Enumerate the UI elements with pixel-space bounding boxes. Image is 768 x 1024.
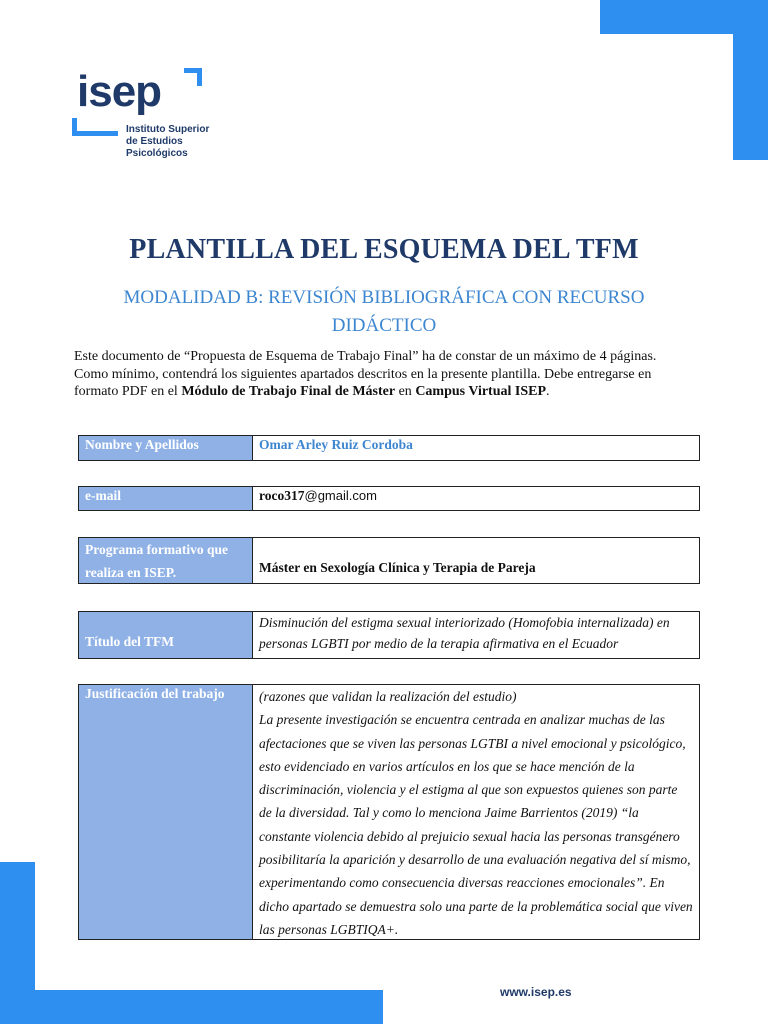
justification-value[interactable] xyxy=(253,685,699,939)
email-value[interactable] xyxy=(253,487,699,510)
intro-paragraph xyxy=(74,348,664,401)
logo-subtitle xyxy=(126,124,236,160)
document-subtitle: MODALIDAD B: REVISIÓN BIBLIOGRÁFICA CON RECURSO DIDÁCTICO xyxy=(123,287,645,336)
intro-text: . xyxy=(546,384,550,399)
logo-subtitle-line: Psicológicos xyxy=(126,148,188,159)
program-value[interactable]: Máster en Sexología Clínica y Terapia de Pareja xyxy=(259,560,536,575)
name-label: Nombre y Apellidos xyxy=(79,436,253,460)
form-row-tfm-title xyxy=(78,611,700,659)
footer-website-link[interactable]: www.isep.es xyxy=(500,985,572,999)
logo-bracket-top-icon xyxy=(184,68,202,86)
justification-hint: (razones que validan la realización del estudio) xyxy=(259,689,517,704)
logo-subtitle-line: Instituto Superior xyxy=(126,124,210,135)
logo-wordmark: isep xyxy=(77,67,162,116)
logo-subtitle-line: de Estudios xyxy=(126,136,183,147)
document-title: PLANTILLA DEL ESQUEMA DEL TFM xyxy=(129,234,639,265)
email-label: e-mail xyxy=(79,487,253,510)
isep-logo xyxy=(72,66,232,166)
intro-module-name: Módulo de Trabajo Final de Máster xyxy=(181,384,396,399)
intro-text: en xyxy=(395,384,416,399)
corner-decoration-bottom-horizontal xyxy=(0,990,383,1024)
intro-text: Este documento de “Propuesta de Esquema de Trabajo Final” ha de constar de un máximo de 4 páginas. Como mínimo, contendrá los siguientes apartados descritos en la presente plantilla. Debe entregarse en formato PDF en el xyxy=(74,349,657,399)
form-row-email xyxy=(78,486,700,511)
intro-campus-name: Campus Virtual ISEP xyxy=(415,384,547,399)
form-row-name xyxy=(78,435,700,461)
justification-label: Justificación del trabajo xyxy=(79,685,253,939)
program-label: Programa formativo que realiza en ISEP. xyxy=(79,538,253,583)
tfm-title-label: Título del TFM xyxy=(79,612,253,658)
email-user: roco317 xyxy=(259,488,305,503)
logo-bracket-bottom-icon xyxy=(72,118,118,136)
corner-decoration-top-vertical xyxy=(733,0,768,160)
form-row-justification xyxy=(78,684,700,940)
justification-text: La presente investigación se encuentra centrada en analizar muchas de las afectaciones que se viven las personas LGTBI a nivel emocional y psicológico, esto evidenciado en varios artículos en los que se hace mención de la discriminación, violencia y el estigma al que son expuestos quienes son parte de la diversidad. Tal y como lo menciona Jaime Barrientos (2019) “la constante violencia debido al prejuicio sexual hacia las personas transgénero posibilitaría la aparición y desarrollo de una evaluación negativa del sí mismo, experimentando como consecuencia diversas reacciones emocionales”. En dicho apartado se demuestra solo una parte de la problemática social que viven las personas LGBTIQA+. xyxy=(259,712,693,937)
tfm-title-value[interactable]: Disminución del estigma sexual interiorizado (Homofobia internalizada) en personas LGBTI por medio de la terapia afirmativa en el Ecuador xyxy=(259,615,670,651)
email-domain: @gmail.com xyxy=(304,488,377,503)
name-value[interactable]: Omar Arley Ruiz Cordoba xyxy=(259,437,413,452)
form-row-program xyxy=(78,537,700,584)
